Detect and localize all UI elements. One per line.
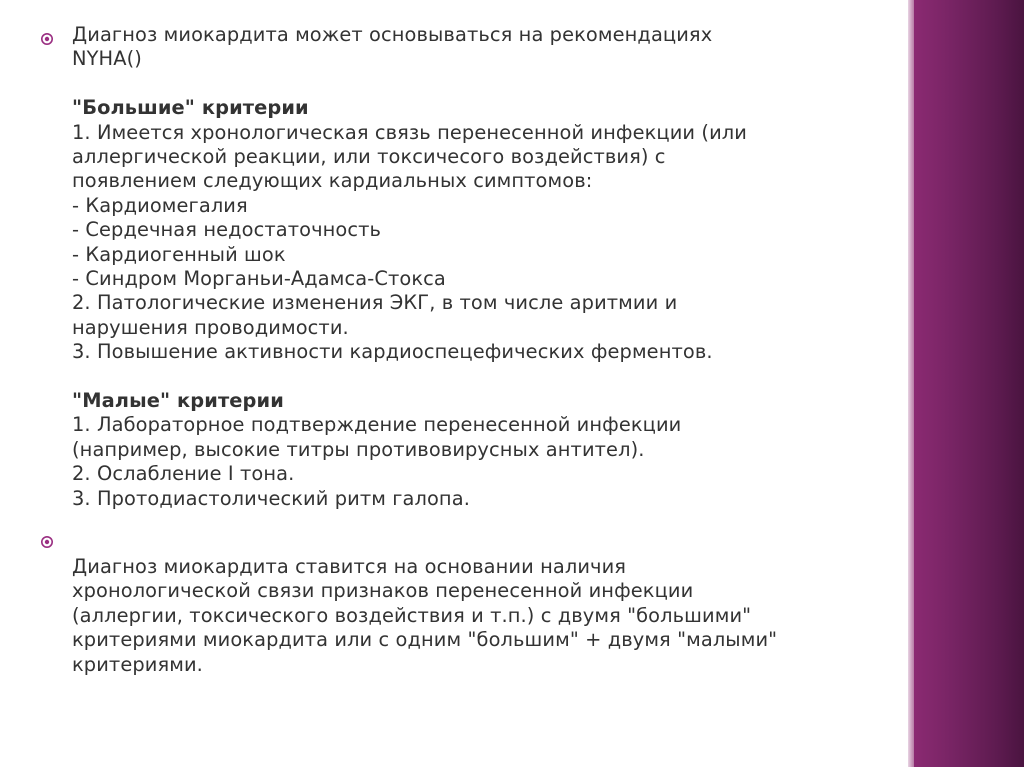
conclusion-line-5: критериями. <box>72 652 203 676</box>
intro-line-1: Диагноз миокардита может основываться на рекомендациях <box>72 23 713 46</box>
section-1-text <box>72 23 902 511</box>
major-line-7: - Синдром Морганьи-Адамса-Стокса <box>72 267 446 291</box>
minor-line-1: 1. Лабораторное подтверждение перенесенной инфекции <box>72 413 682 437</box>
conclusion-line-1: Диагноз миокардита ставится на основании наличия <box>72 555 627 578</box>
major-criteria-heading: "Большие" критерии <box>72 96 309 120</box>
major-line-4: - Кардиомегалия <box>72 193 248 217</box>
major-line-10: 3. Повышение активности кардиоспецефических ферментов. <box>72 340 713 364</box>
intro-line-2: NYHA() <box>72 47 142 71</box>
conclusion-line-4: критериями миокардита или с одним "большим" + двумя "малыми" <box>72 628 778 652</box>
spacer <box>72 365 902 389</box>
major-line-3: появлением следующих кардиальных симптомов: <box>72 169 593 193</box>
minor-line-2: (например, высокие титры противовирусных антител). <box>72 437 645 461</box>
section-2-text <box>72 555 902 677</box>
major-line-5: - Сердечная недостаточность <box>72 218 382 242</box>
spacer <box>72 72 902 96</box>
minor-line-4: 3. Протодиастолический ритм галопа. <box>72 486 470 510</box>
circle-dot-bullet-icon <box>40 535 54 549</box>
major-line-2: аллергической реакции, или токсичесого воздействия) с <box>72 145 666 169</box>
conclusion-line-3: (аллергии, токсического воздействия и т.п.) с двумя "большими" <box>72 603 752 627</box>
minor-criteria-heading: "Малые" критерии <box>72 389 284 413</box>
major-line-9: нарушения проводимости. <box>72 315 349 339</box>
circle-dot-bullet-icon <box>40 32 54 46</box>
major-line-6: - Кардиогенный шок <box>72 242 286 266</box>
accent-side-band <box>914 0 1024 767</box>
major-line-1: 1. Имеется хронологическая связь перенесенной инфекции (или <box>72 120 747 144</box>
conclusion-line-2: хронологической связи признаков перенесенной инфекции <box>72 579 694 603</box>
major-line-8: 2. Патологические изменения ЭКГ, в том числе аритмии и <box>72 291 678 315</box>
minor-line-3: 2. Ослабление I тона. <box>72 462 295 486</box>
